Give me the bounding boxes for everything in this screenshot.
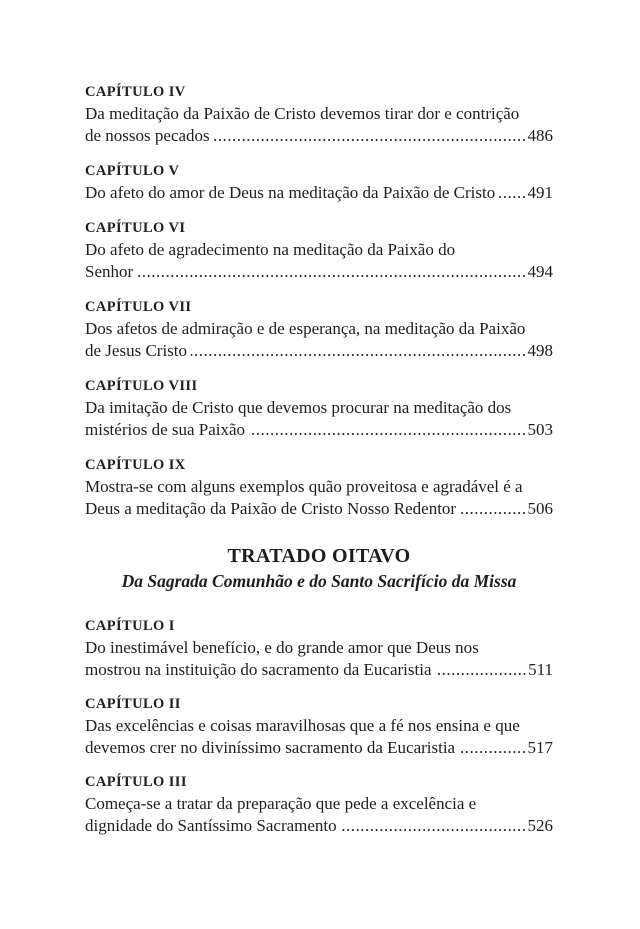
page-number: 517	[527, 738, 553, 757]
entry-last-line	[85, 419, 553, 441]
dot-leader	[436, 659, 528, 681]
entry-last-line	[85, 498, 553, 520]
entry-text-line: Começa-se a tratar da preparação que pede a excelência e	[85, 794, 477, 813]
entry-text: de nossos pecados	[85, 126, 210, 145]
entry-last-line	[85, 340, 553, 362]
dot-leader	[249, 419, 526, 441]
dot-leader	[460, 498, 526, 520]
toc-entry-capitulo-iii	[85, 771, 553, 837]
section-title: TRATADO OITAVO	[227, 545, 411, 567]
entry-text: mostrou na instituição do sacramento da Eucaristia	[85, 660, 432, 679]
tratado-heading-block	[85, 543, 553, 593]
chapter-heading: CAPÍTULO V	[85, 163, 180, 179]
section-subtitle: Da Sagrada Comunhão e do Santo Sacrifício da Missa	[121, 571, 517, 591]
toc-entry-capitulo-vii	[85, 296, 553, 362]
entry-last-line	[85, 261, 553, 283]
entry-last-line	[85, 125, 553, 147]
entry-text: de Jesus Cristo	[85, 341, 187, 360]
chapter-heading: CAPÍTULO IV	[85, 84, 186, 100]
dot-leader	[459, 737, 526, 759]
entry-last-line	[85, 182, 553, 204]
entry-text-line: Da meditação da Paixão de Cristo devemos tirar dor e contrição	[85, 104, 520, 123]
page-number: 526	[527, 816, 553, 835]
toc-entry-capitulo-viii	[85, 375, 553, 441]
page-number: 491	[527, 183, 553, 202]
toc-entry-capitulo-v	[85, 160, 553, 204]
page-number: 506	[527, 499, 553, 518]
toc-entry-capitulo-ii	[85, 693, 553, 759]
entry-text-line: Do inestimável benefício, e do grande amor que Deus nos	[85, 638, 479, 657]
page-number: 494	[527, 262, 553, 281]
entry-text-line: Do afeto de agradecimento na meditação da Paixão do	[85, 240, 456, 259]
entry-text: mistérios de sua Paixão	[85, 420, 246, 439]
page-number: 511	[528, 660, 553, 679]
dot-leader	[137, 261, 526, 283]
dot-leader	[191, 340, 527, 362]
entry-text-line: Da imitação de Cristo que devemos procurar na meditação dos	[85, 398, 512, 417]
entry-text: Deus a meditação da Paixão de Cristo Nosso Redentor	[85, 499, 457, 518]
page-number: 486	[527, 126, 553, 145]
page-number: 503	[527, 420, 553, 439]
toc-entry-capitulo-i	[85, 615, 553, 681]
entry-text-line: Mostra-se com alguns exemplos quão proveitosa e agradável é a	[85, 477, 523, 496]
chapter-heading: CAPÍTULO II	[85, 696, 181, 712]
dot-leader	[499, 182, 526, 204]
toc-section-tratado-oitavo	[85, 615, 553, 837]
dot-leader	[214, 125, 527, 147]
chapter-heading: CAPÍTULO I	[85, 618, 175, 634]
entry-last-line	[85, 659, 553, 681]
chapter-heading: CAPÍTULO IX	[85, 457, 186, 473]
entry-last-line	[85, 815, 553, 837]
toc-entry-capitulo-ix	[85, 454, 553, 520]
entry-text-line: Das excelências e coisas maravilhosas que a fé nos ensina e que	[85, 716, 520, 735]
entry-text: Senhor	[85, 262, 134, 281]
entry-last-line	[85, 737, 553, 759]
entry-text: Do afeto do amor de Deus na meditação da Paixão de Cristo	[85, 183, 496, 202]
toc-entry-capitulo-vi	[85, 217, 553, 283]
entry-text-line: Dos afetos de admiração e de esperança, na meditação da Paixão	[85, 319, 526, 338]
dot-leader	[341, 815, 527, 837]
toc-section-previous-tratado	[85, 81, 553, 520]
page-number: 498	[527, 341, 553, 360]
chapter-heading: CAPÍTULO VI	[85, 220, 186, 236]
toc-entry-capitulo-iv	[85, 81, 553, 147]
chapter-heading: CAPÍTULO VII	[85, 299, 192, 315]
chapter-heading: CAPÍTULO VIII	[85, 378, 198, 394]
entry-text: devemos crer no diviníssimo sacramento da Eucaristia	[85, 738, 456, 757]
chapter-heading: CAPÍTULO III	[85, 774, 187, 790]
entry-text: dignidade do Santíssimo Sacramento	[85, 816, 337, 835]
